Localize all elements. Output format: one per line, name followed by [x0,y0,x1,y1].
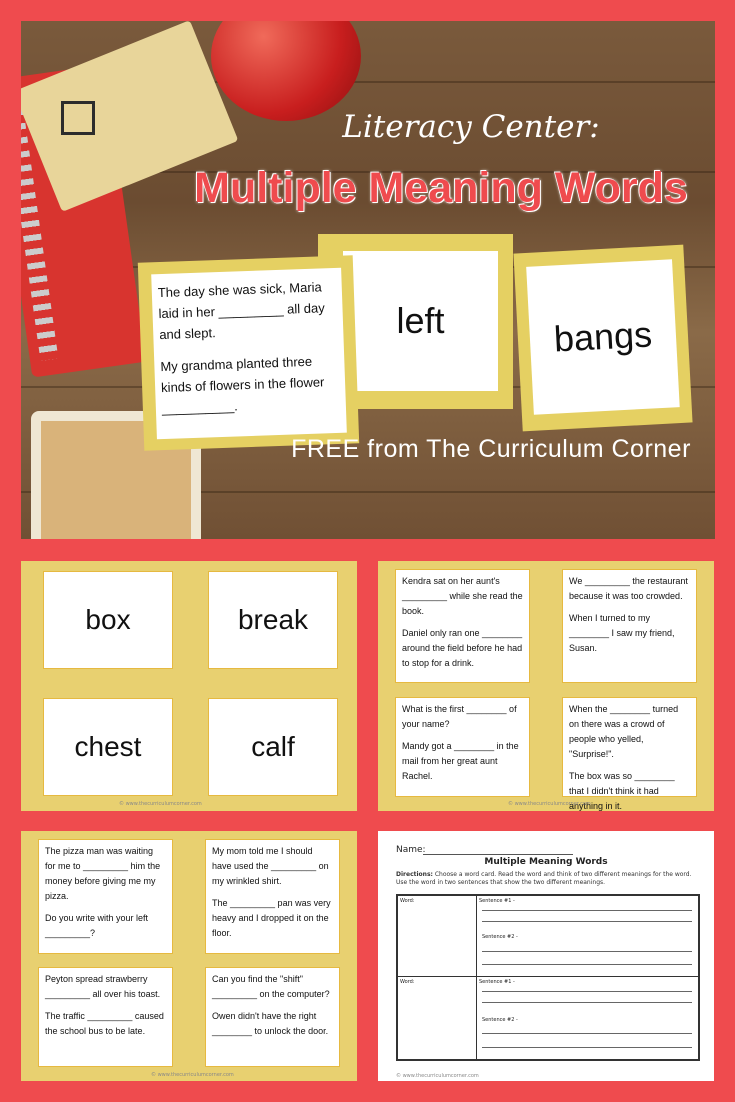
worksheet-footer: © www.thecurriculumcorner.com [396,1073,479,1079]
panel-word-cards [21,561,357,811]
sentence-text: When the ________ turned on there was a crowd of people who yelled, "Surprise!". [569,704,679,759]
writing-line [482,921,692,922]
hero-banner [21,21,715,539]
hero-card-sentences [138,255,359,450]
apple-image [211,21,361,121]
sentence-text: The _________ pan was very heavy and I dropped it on the floor. [212,898,331,938]
name-line [423,854,573,855]
word-card-box: box [43,571,173,669]
sentence-card [562,569,697,683]
word-card-chest: chest [43,698,173,796]
sentence2-label: Sentence #2 - [482,1017,518,1023]
panel-sentence-cards-2 [21,831,357,1081]
sentence1-label: Sentence #1 - [479,979,515,985]
directions-label: Directions: [396,871,433,878]
sentence-text: The traffic _________ caused the school bus to be late. [45,1011,164,1036]
writing-line [482,951,692,952]
sentence-text: Do you write with your left _________? [45,913,149,938]
worksheet-directions [396,871,698,887]
sentence1-label: Sentence #1 - [479,898,515,904]
sentence-cell [476,976,699,1060]
worksheet-table [396,894,700,1061]
hero-card-face [343,251,498,391]
sentence-cell [476,895,699,977]
hero-card-bangs [513,245,692,432]
sentence-card [395,697,530,797]
sentence-card [38,967,173,1067]
sentence2-label: Sentence #2 - [482,934,518,940]
word-cell [397,895,477,977]
writing-line [482,1002,692,1003]
sentence-text: Daniel only ran one ________ around the field before he had to stop for a drink. [402,628,523,668]
panel-footer: © www.thecurriculumcorner.com [508,801,591,807]
word-label: Word: [400,979,415,985]
word-card-calf: calf [208,698,338,796]
sentence-text: My mom told me I should have used the _________ on my wrinkled shirt. [212,846,329,886]
writing-line [482,910,692,911]
hero-subtitle: Literacy Center: [342,109,600,145]
hero-sentence-2: My grandma planted three kinds of flowers in the flower __________. [160,353,325,417]
spiral-logo-image [61,101,95,135]
sentence-text: The pizza man was waiting for me to _________ him the money before giving me my pizza. [45,846,161,901]
sentence-card [395,569,530,683]
hero-word-left: left [396,300,445,341]
writing-line [482,991,692,992]
hero-card-face [526,259,680,414]
sentence-text: Can you find the "shift" _________ on the computer? [212,974,330,999]
writing-line [482,1047,692,1048]
writing-line [482,964,692,965]
word-label: Word: [400,898,415,904]
sentence-text: When I turned to my ________ I saw my friend, Susan. [569,613,675,653]
sentence-text: Owen didn't have the right ________ to unlock the door. [212,1011,329,1036]
sentence-text: Kendra sat on her aunt's _________ while she read the book. [402,576,523,616]
directions-text: Choose a word card. Read the word and think of two different meanings for the word. Use the word in two sentences that show the two different meanings. [396,871,692,886]
sentence-card [205,967,340,1067]
sentence-text: Mandy got a ________ in the mail from her great aunt Rachel. [402,741,519,781]
sentence-text: The box was so ________ that I didn't think it had anything in it. [569,771,675,811]
sentence-card [205,839,340,954]
panel-footer: © www.thecurriculumcorner.com [151,1072,234,1078]
hero-title: Multiple Meaning Words [194,164,688,212]
sentence-text: We _________ the restaurant because it was too crowded. [569,576,688,601]
worksheet-name-label: Name: [396,845,426,855]
sentence-card [562,697,697,811]
sentence-text: Peyton spread strawberry _________ all over his toast. [45,974,161,999]
hero-sentence-1: The day she was sick, Maria laid in her _________ all day and slept. [157,279,325,343]
writing-line [482,1033,692,1034]
word-cell [397,976,477,1060]
sentence-card [38,839,173,954]
hero-card-face [151,268,347,440]
panel-footer: © www.thecurriculumcorner.com [119,801,202,807]
worksheet-title: Multiple Meaning Words [484,857,608,867]
sentence-text: What is the first ________ of your name? [402,704,517,729]
hero-word-bangs: bangs [552,313,653,360]
panel-sentence-cards-1 [378,561,714,811]
word-card-break: break [208,571,338,669]
worksheet [378,831,714,1081]
hero-free-text: FREE from The Curriculum Corner [291,435,691,463]
